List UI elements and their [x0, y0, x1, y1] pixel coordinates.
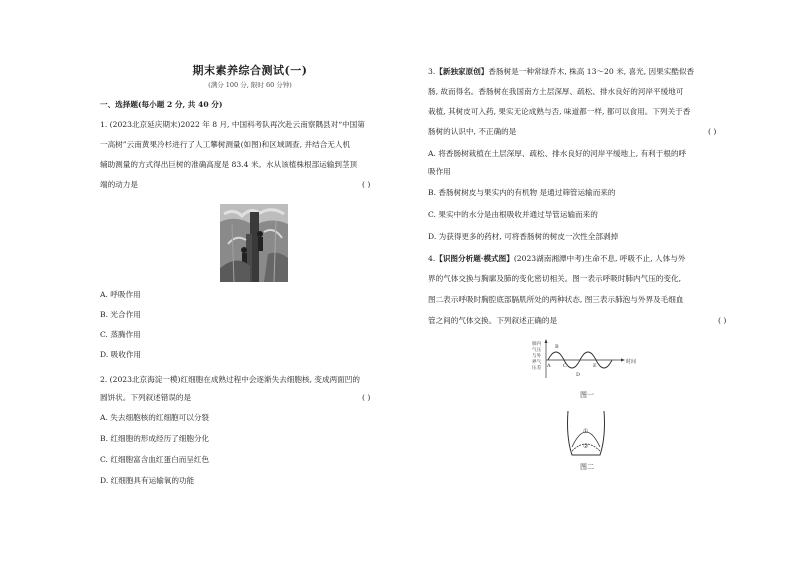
q3-line: 肠树的认识中, 不正确的是: [428, 127, 517, 136]
q3-option-a-cont: 吸作用: [428, 167, 451, 176]
q3-tag: 【新独家原创】: [435, 67, 489, 76]
q3-line1-text: 香肠树是一种常绿乔木, 株高 13～20 米, 喜光, 因果实酷似香: [488, 67, 695, 76]
answer-bracket: ( ): [718, 316, 727, 325]
fig1-point-label: B: [555, 344, 559, 350]
page-subtitle: (满分 100 分, 限时 60 分钟): [208, 81, 292, 89]
q1-line: 一高树”云南黄果冷杉进行了人工攀树测量(如图)和区域调查, 并结合无人机: [100, 140, 351, 149]
q2-option-a: A. 失去细胞核的红细胞可以分裂: [100, 413, 210, 422]
tree-climbing-photo: [220, 204, 288, 282]
page-title: 期末素养综合测试(一): [192, 64, 308, 77]
fig1-ylabel-line: 肺内: [532, 342, 542, 347]
q3-number: 3.: [428, 67, 436, 76]
fig1-ylabel-line: 界气: [532, 360, 542, 365]
q4-tag: 【识图分析题·模式图】: [435, 254, 514, 263]
fig1-xlabel: 时间: [626, 359, 637, 365]
q1-line: 1. (2023北京延庆期末)2022 年 8 月, 中国科考队再次赴云南察隅县对“中国第: [100, 120, 365, 129]
q2-option-c: C. 红细胞富含血红蛋白而呈红色: [100, 455, 210, 464]
q1-option-b: B. 光合作用: [100, 310, 141, 319]
figure-1-caption: 图一: [580, 391, 594, 399]
q4-line: 图二表示呼吸时胸腔底部膈肌所处的两种状态, 图三表示肺泡与外界及毛细血: [428, 295, 684, 304]
q1-line: 辅助测量的方式得出巨树的准确高度是 83.4 米。水从该植株根部运输到茎顶: [100, 160, 358, 169]
q3-option-a: A. 将香肠树栽植在土层深厚、疏松、排水良好的河岸平缓地上, 有利于根的呼: [428, 149, 687, 158]
q3-line: 肠, 故而得名。香肠树在我国南方土层深厚、疏松、排水良好的河岸平缓地可: [428, 87, 684, 96]
q4-line1-text: (2023湖南湘潭中考)生命不息, 呼吸不止, 人体与外: [513, 254, 686, 263]
q2-line: 圆饼状。下列叙述错误的是: [100, 393, 192, 402]
fig1-point-label: E: [593, 363, 597, 369]
fig1-ylabel-line: 与外: [532, 354, 542, 359]
q4-line: [428, 254, 685, 264]
fig1-ylabel-line: 气压: [532, 348, 542, 353]
fig1-x-arrow: [621, 359, 625, 362]
figure-2-diaphragm-diagram: [562, 407, 610, 461]
fig1-point-label: C: [563, 363, 567, 369]
section-heading: 一、选择题(每小题 2 分, 共 40 分): [100, 100, 223, 109]
answer-bracket: ( ): [362, 180, 371, 189]
q1-line: 端的动力是: [100, 180, 138, 189]
fig2-mark-2: ②: [583, 443, 589, 450]
q1-option-a: A. 呼吸作用: [100, 290, 141, 299]
q2-option-d: D. 红细胞具有运输氧的功能: [100, 476, 195, 485]
fig1-y-arrow: [545, 339, 548, 343]
fig1-point-label: A: [547, 363, 551, 369]
fig2-mark-1: ①: [583, 428, 589, 435]
q4-number: 4.: [428, 254, 436, 263]
q3-line: 栽植, 其树皮可入药, 果实无论成熟与否, 味道都一样, 都可以食用。下列关于香: [428, 107, 691, 116]
q4-line: 界的气体交换与胸廓及肺的变化密切相关。图一表示呼吸时肺内气压的变化,: [428, 274, 682, 283]
q3-option-d: D. 为获得更多的药材, 可将香肠树的树皮一次性全部剥掉: [428, 232, 619, 241]
tree-photo-graphic: [220, 204, 288, 282]
q2-line: 2. (2023北京海淀一模)红细胞在成熟过程中会逐渐失去细胞核, 变成两面凹的: [100, 375, 360, 384]
fig1-ylabel-line: 压差: [532, 366, 542, 371]
q1-option-c: C. 蒸腾作用: [100, 330, 141, 339]
q2-option-b: B. 红细胞的形成经历了细胞分化: [100, 434, 210, 443]
q3-option-b: B. 香肠树树皮与果实内的有机物 是通过筛管运输而来的: [428, 188, 616, 197]
answer-bracket: ( ): [708, 127, 717, 136]
q4-line: 管之间的气体交换。下列叙述正确的是: [428, 316, 558, 325]
q1-option-d: D. 吸收作用: [100, 350, 142, 359]
fig1-point-label: D: [576, 372, 581, 378]
figure-1-pressure-graph: [530, 336, 650, 384]
figure-2-caption: 图二: [580, 463, 594, 471]
q3-option-c: C. 果实中的水分是由根吸收并通过导管运输而来的: [428, 210, 598, 219]
q3-line: [428, 67, 694, 77]
answer-bracket: ( ): [362, 393, 371, 402]
